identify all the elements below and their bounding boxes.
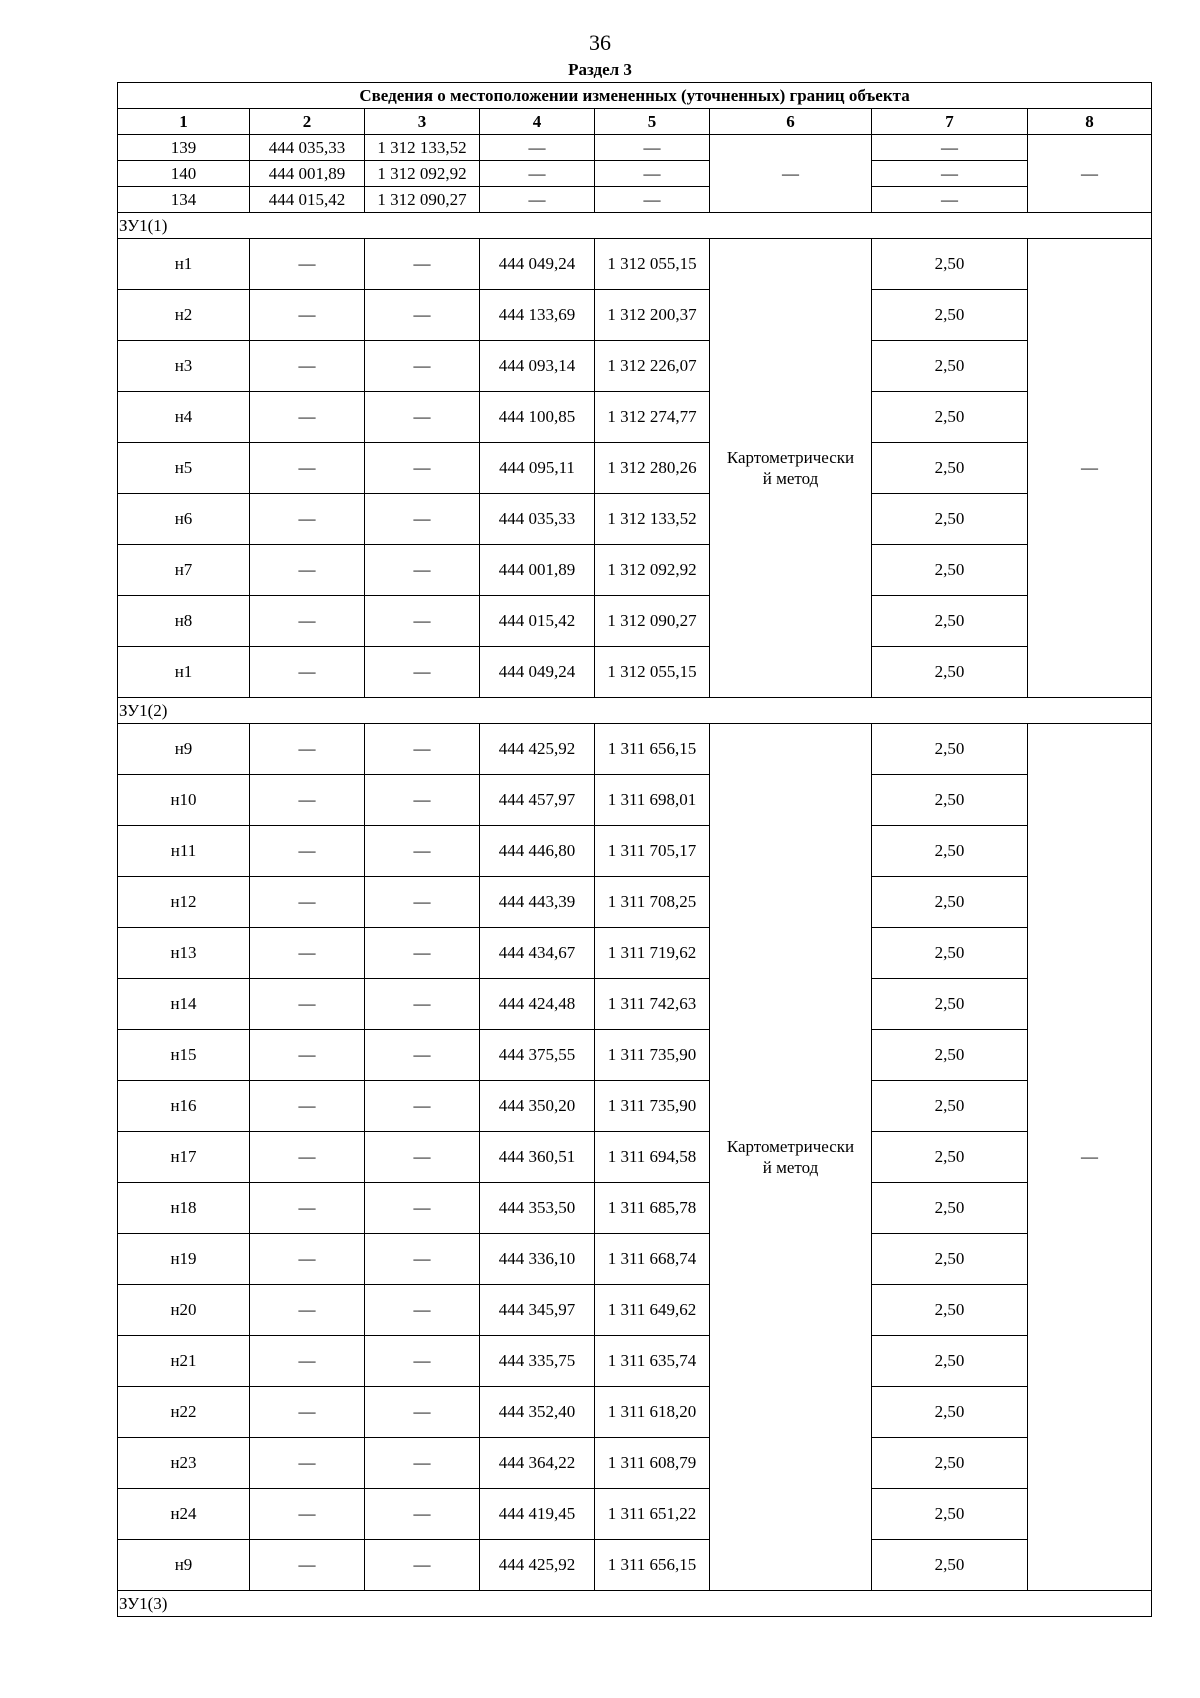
table-row bbox=[118, 161, 1152, 187]
point-name: н15 bbox=[118, 1030, 250, 1081]
x-old: — bbox=[250, 341, 365, 392]
page-number: 36 bbox=[589, 30, 611, 55]
table-row bbox=[118, 545, 1152, 596]
column-header: 1 bbox=[118, 109, 250, 135]
group-row bbox=[118, 213, 1152, 239]
x-new: 444 001,89 bbox=[480, 545, 595, 596]
x-new: 444 336,10 bbox=[480, 1234, 595, 1285]
x-new: — bbox=[480, 135, 595, 161]
y-old: — bbox=[365, 775, 480, 826]
y-old: — bbox=[365, 1132, 480, 1183]
y-old: — bbox=[365, 596, 480, 647]
y-old: — bbox=[365, 1336, 480, 1387]
point-name: н1 bbox=[118, 647, 250, 698]
table-caption: Сведения о местоположении измененных (уточненных) границ объекта bbox=[118, 83, 1152, 109]
y-new: 1 311 656,15 bbox=[595, 724, 710, 775]
accuracy: 2,50 bbox=[872, 1387, 1028, 1438]
table-row bbox=[118, 1438, 1152, 1489]
column-header: 8 bbox=[1028, 109, 1152, 135]
column-header: 5 bbox=[595, 109, 710, 135]
x-new: 444 350,20 bbox=[480, 1081, 595, 1132]
accuracy: 2,50 bbox=[872, 1438, 1028, 1489]
point-name: 140 bbox=[118, 161, 250, 187]
accuracy: 2,50 bbox=[872, 1285, 1028, 1336]
y-old: 1 312 090,27 bbox=[365, 187, 480, 213]
point-name: н2 bbox=[118, 290, 250, 341]
x-old: — bbox=[250, 1081, 365, 1132]
table-row bbox=[118, 1489, 1152, 1540]
x-old: — bbox=[250, 928, 365, 979]
x-new: 444 035,33 bbox=[480, 494, 595, 545]
x-old: — bbox=[250, 1387, 365, 1438]
y-old: — bbox=[365, 1081, 480, 1132]
y-new: 1 312 055,15 bbox=[595, 647, 710, 698]
point-name: н14 bbox=[118, 979, 250, 1030]
x-new: 444 015,42 bbox=[480, 596, 595, 647]
accuracy: — bbox=[872, 187, 1028, 213]
y-new: — bbox=[595, 135, 710, 161]
y-old: — bbox=[365, 928, 480, 979]
accuracy: — bbox=[872, 135, 1028, 161]
y-old: — bbox=[365, 1387, 480, 1438]
column-header: 7 bbox=[872, 109, 1028, 135]
accuracy: 2,50 bbox=[872, 724, 1028, 775]
table-row bbox=[118, 1183, 1152, 1234]
accuracy: 2,50 bbox=[872, 877, 1028, 928]
accuracy: 2,50 bbox=[872, 596, 1028, 647]
y-old: — bbox=[365, 877, 480, 928]
x-new: 444 375,55 bbox=[480, 1030, 595, 1081]
boundaries-table bbox=[117, 82, 1152, 1617]
table-row bbox=[118, 443, 1152, 494]
column-header: 4 bbox=[480, 109, 595, 135]
x-old: — bbox=[250, 1489, 365, 1540]
table-row bbox=[118, 1081, 1152, 1132]
point-name: н11 bbox=[118, 826, 250, 877]
y-old: — bbox=[365, 979, 480, 1030]
y-old: — bbox=[365, 1438, 480, 1489]
x-old: — bbox=[250, 775, 365, 826]
table-row bbox=[118, 290, 1152, 341]
x-old: — bbox=[250, 724, 365, 775]
point-name: н18 bbox=[118, 1183, 250, 1234]
x-old: — bbox=[250, 239, 365, 290]
accuracy: 2,50 bbox=[872, 443, 1028, 494]
x-new: 444 425,92 bbox=[480, 724, 595, 775]
table-row bbox=[118, 877, 1152, 928]
table-row bbox=[118, 1540, 1152, 1591]
y-new: 1 311 742,63 bbox=[595, 979, 710, 1030]
x-new: 444 419,45 bbox=[480, 1489, 595, 1540]
x-new: 444 100,85 bbox=[480, 392, 595, 443]
x-old: — bbox=[250, 1132, 365, 1183]
point-name: н1 bbox=[118, 239, 250, 290]
y-new: 1 312 226,07 bbox=[595, 341, 710, 392]
x-new: 444 353,50 bbox=[480, 1183, 595, 1234]
point-name: 134 bbox=[118, 187, 250, 213]
y-old: — bbox=[365, 392, 480, 443]
x-new: 444 049,24 bbox=[480, 647, 595, 698]
y-old: — bbox=[365, 494, 480, 545]
x-new: 444 335,75 bbox=[480, 1336, 595, 1387]
point-name: н19 bbox=[118, 1234, 250, 1285]
y-new: 1 311 668,74 bbox=[595, 1234, 710, 1285]
y-old: — bbox=[365, 1489, 480, 1540]
point-name: н7 bbox=[118, 545, 250, 596]
x-new: 444 095,11 bbox=[480, 443, 595, 494]
method-line: Картометрически bbox=[726, 1136, 855, 1156]
description-cell: — bbox=[1028, 135, 1152, 213]
point-name: н8 bbox=[118, 596, 250, 647]
section-title: Раздел 3 bbox=[568, 60, 632, 79]
accuracy: 2,50 bbox=[872, 826, 1028, 877]
point-name: н17 bbox=[118, 1132, 250, 1183]
accuracy: — bbox=[872, 161, 1028, 187]
description-cell: — bbox=[1028, 239, 1152, 698]
column-header: 3 bbox=[365, 109, 480, 135]
x-new: 444 434,67 bbox=[480, 928, 595, 979]
x-old: 444 015,42 bbox=[250, 187, 365, 213]
x-new: 444 457,97 bbox=[480, 775, 595, 826]
column-header-row bbox=[118, 109, 1152, 135]
x-old: — bbox=[250, 443, 365, 494]
x-old: — bbox=[250, 1336, 365, 1387]
point-name: н20 bbox=[118, 1285, 250, 1336]
y-new: 1 311 735,90 bbox=[595, 1030, 710, 1081]
group-label: ЗУ1(3) bbox=[118, 1591, 1152, 1617]
accuracy: 2,50 bbox=[872, 545, 1028, 596]
table-row bbox=[118, 187, 1152, 213]
y-new: 1 312 055,15 bbox=[595, 239, 710, 290]
x-old: — bbox=[250, 826, 365, 877]
accuracy: 2,50 bbox=[872, 1336, 1028, 1387]
x-new: 444 345,97 bbox=[480, 1285, 595, 1336]
accuracy: 2,50 bbox=[872, 647, 1028, 698]
point-name: н3 bbox=[118, 341, 250, 392]
point-name: н21 bbox=[118, 1336, 250, 1387]
accuracy: 2,50 bbox=[872, 1183, 1028, 1234]
y-new: 1 312 280,26 bbox=[595, 443, 710, 494]
y-old: — bbox=[365, 239, 480, 290]
accuracy: 2,50 bbox=[872, 1489, 1028, 1540]
table-row bbox=[118, 135, 1152, 161]
table-row bbox=[118, 1285, 1152, 1336]
y-old: — bbox=[365, 1285, 480, 1336]
table-row bbox=[118, 826, 1152, 877]
x-new: — bbox=[480, 161, 595, 187]
x-old: — bbox=[250, 290, 365, 341]
table-row bbox=[118, 979, 1152, 1030]
group-label: ЗУ1(2) bbox=[118, 698, 1152, 724]
x-old: — bbox=[250, 1285, 365, 1336]
point-name: н12 bbox=[118, 877, 250, 928]
y-old: — bbox=[365, 1540, 480, 1591]
y-new: 1 311 608,79 bbox=[595, 1438, 710, 1489]
point-name: н22 bbox=[118, 1387, 250, 1438]
y-new: 1 311 651,22 bbox=[595, 1489, 710, 1540]
y-new: 1 311 698,01 bbox=[595, 775, 710, 826]
method-line: Картометрически bbox=[726, 447, 855, 467]
y-old: — bbox=[365, 341, 480, 392]
x-old: — bbox=[250, 1540, 365, 1591]
accuracy: 2,50 bbox=[872, 1081, 1028, 1132]
accuracy: 2,50 bbox=[872, 392, 1028, 443]
accuracy: 2,50 bbox=[872, 290, 1028, 341]
point-name: н4 bbox=[118, 392, 250, 443]
x-old: 444 001,89 bbox=[250, 161, 365, 187]
y-new: — bbox=[595, 161, 710, 187]
column-header: 2 bbox=[250, 109, 365, 135]
accuracy: 2,50 bbox=[872, 979, 1028, 1030]
x-new: 444 093,14 bbox=[480, 341, 595, 392]
table-row bbox=[118, 1387, 1152, 1438]
group-row bbox=[118, 1591, 1152, 1617]
point-name: н16 bbox=[118, 1081, 250, 1132]
y-old: — bbox=[365, 545, 480, 596]
x-new: 444 424,48 bbox=[480, 979, 595, 1030]
x-new: 444 360,51 bbox=[480, 1132, 595, 1183]
y-new: 1 312 200,37 bbox=[595, 290, 710, 341]
table-row bbox=[118, 239, 1152, 290]
x-new: 444 049,24 bbox=[480, 239, 595, 290]
point-name: н6 bbox=[118, 494, 250, 545]
accuracy: 2,50 bbox=[872, 928, 1028, 979]
x-new: 444 425,92 bbox=[480, 1540, 595, 1591]
x-old: — bbox=[250, 545, 365, 596]
table-row bbox=[118, 647, 1152, 698]
x-old: — bbox=[250, 877, 365, 928]
accuracy: 2,50 bbox=[872, 1030, 1028, 1081]
table-row bbox=[118, 494, 1152, 545]
y-new: 1 311 685,78 bbox=[595, 1183, 710, 1234]
x-old: — bbox=[250, 596, 365, 647]
y-new: 1 311 719,62 bbox=[595, 928, 710, 979]
y-new: 1 311 649,62 bbox=[595, 1285, 710, 1336]
x-new: 444 443,39 bbox=[480, 877, 595, 928]
table-row bbox=[118, 596, 1152, 647]
x-old: — bbox=[250, 392, 365, 443]
x-new: 444 446,80 bbox=[480, 826, 595, 877]
x-old: — bbox=[250, 1183, 365, 1234]
method-line: й метод bbox=[762, 469, 819, 488]
y-old: 1 312 133,52 bbox=[365, 135, 480, 161]
table-row bbox=[118, 1336, 1152, 1387]
y-new: 1 312 090,27 bbox=[595, 596, 710, 647]
point-name: 139 bbox=[118, 135, 250, 161]
y-old: — bbox=[365, 647, 480, 698]
x-new: 444 364,22 bbox=[480, 1438, 595, 1489]
method-line: й метод bbox=[762, 1158, 819, 1177]
x-old: — bbox=[250, 1234, 365, 1285]
y-new: 1 312 133,52 bbox=[595, 494, 710, 545]
x-old: 444 035,33 bbox=[250, 135, 365, 161]
method-cell bbox=[710, 239, 872, 698]
x-old: — bbox=[250, 979, 365, 1030]
y-new: 1 311 694,58 bbox=[595, 1132, 710, 1183]
x-old: — bbox=[250, 1438, 365, 1489]
accuracy: 2,50 bbox=[872, 341, 1028, 392]
accuracy: 2,50 bbox=[872, 1540, 1028, 1591]
accuracy: 2,50 bbox=[872, 1234, 1028, 1285]
y-old: — bbox=[365, 826, 480, 877]
point-name: н13 bbox=[118, 928, 250, 979]
table-row bbox=[118, 928, 1152, 979]
point-name: н9 bbox=[118, 724, 250, 775]
y-new: — bbox=[595, 187, 710, 213]
group-row bbox=[118, 698, 1152, 724]
y-new: 1 311 656,15 bbox=[595, 1540, 710, 1591]
accuracy: 2,50 bbox=[872, 1132, 1028, 1183]
table-row bbox=[118, 724, 1152, 775]
x-new: — bbox=[480, 187, 595, 213]
y-old: — bbox=[365, 724, 480, 775]
y-new: 1 311 708,25 bbox=[595, 877, 710, 928]
y-new: 1 311 618,20 bbox=[595, 1387, 710, 1438]
point-name: н23 bbox=[118, 1438, 250, 1489]
point-name: н9 bbox=[118, 1540, 250, 1591]
x-new: 444 133,69 bbox=[480, 290, 595, 341]
table-row bbox=[118, 1234, 1152, 1285]
x-new: 444 352,40 bbox=[480, 1387, 595, 1438]
table-row bbox=[118, 1132, 1152, 1183]
y-new: 1 312 092,92 bbox=[595, 545, 710, 596]
y-new: 1 311 735,90 bbox=[595, 1081, 710, 1132]
point-name: н24 bbox=[118, 1489, 250, 1540]
accuracy: 2,50 bbox=[872, 775, 1028, 826]
point-name: н5 bbox=[118, 443, 250, 494]
method-cell bbox=[710, 724, 872, 1591]
y-old: — bbox=[365, 1030, 480, 1081]
table-row bbox=[118, 392, 1152, 443]
x-old: — bbox=[250, 494, 365, 545]
accuracy: 2,50 bbox=[872, 494, 1028, 545]
group-label: ЗУ1(1) bbox=[118, 213, 1152, 239]
table-row bbox=[118, 775, 1152, 826]
x-old: — bbox=[250, 647, 365, 698]
y-old: — bbox=[365, 1234, 480, 1285]
accuracy: 2,50 bbox=[872, 239, 1028, 290]
description-cell: — bbox=[1028, 724, 1152, 1591]
y-old: — bbox=[365, 290, 480, 341]
method-cell: — bbox=[710, 135, 872, 213]
y-new: 1 312 274,77 bbox=[595, 392, 710, 443]
y-new: 1 311 635,74 bbox=[595, 1336, 710, 1387]
y-old: — bbox=[365, 443, 480, 494]
table-row bbox=[118, 341, 1152, 392]
y-old: — bbox=[365, 1183, 480, 1234]
y-old: 1 312 092,92 bbox=[365, 161, 480, 187]
y-new: 1 311 705,17 bbox=[595, 826, 710, 877]
column-header: 6 bbox=[710, 109, 872, 135]
x-old: — bbox=[250, 1030, 365, 1081]
point-name: н10 bbox=[118, 775, 250, 826]
table-row bbox=[118, 1030, 1152, 1081]
